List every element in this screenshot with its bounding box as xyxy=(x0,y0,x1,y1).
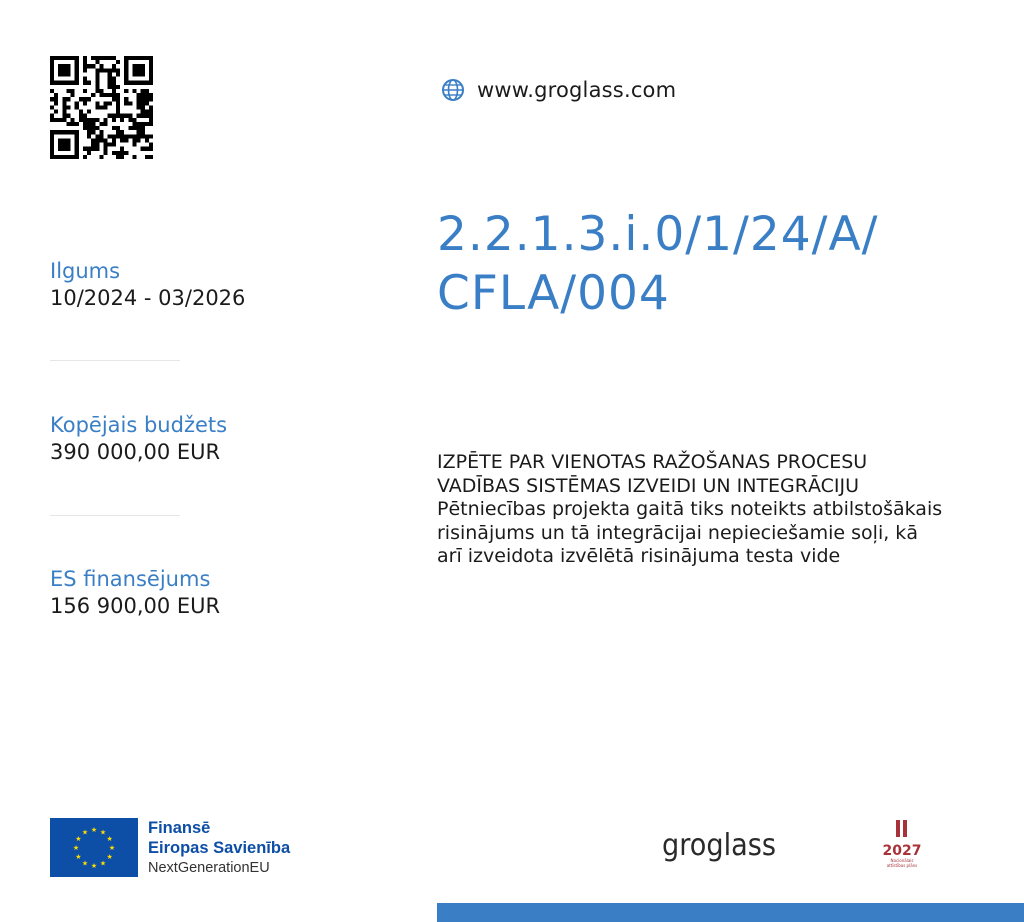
divider xyxy=(50,515,180,516)
eu-flag-icon xyxy=(50,818,138,877)
website-url[interactable]: www.groglass.com xyxy=(477,78,677,102)
groglass-logo xyxy=(662,822,778,870)
description-title-line-1: IZPĒTE PAR VIENOTAS RAŽOŠANAS PROCESU xyxy=(437,451,868,473)
eu-star-icon: ★ xyxy=(99,828,107,837)
eu-funding-value: 156 900,00 EUR xyxy=(50,594,221,618)
eu-star-icon: ★ xyxy=(106,853,113,861)
svg-text:2027: 2027 xyxy=(882,843,922,859)
eu-funding-label: ES finansējums xyxy=(50,567,211,591)
divider xyxy=(50,360,180,361)
description-text-line-2: risinājums un tā integrācijai nepieciešamie soļi, kā xyxy=(437,521,918,544)
info-eu-funding xyxy=(50,566,220,620)
project-number-line-1: 2.2.1.3.i.0/1/24/A/ xyxy=(437,207,879,262)
qr-code xyxy=(50,56,153,159)
project-number xyxy=(437,205,997,323)
description-text-line-3: arī izveidota izvēlētā risinājuma testa vide xyxy=(437,545,841,567)
svg-text:groglass: groglass xyxy=(662,828,776,863)
eu-star-icon: ★ xyxy=(81,859,89,868)
eu-star-icon: ★ xyxy=(99,859,107,868)
duration-value: 10/2024 - 03/2026 xyxy=(50,286,246,310)
national-plan-logo xyxy=(879,818,925,872)
eu-star-icon: ★ xyxy=(90,826,98,834)
globe-icon xyxy=(441,78,465,102)
description-title-line-2: VADĪBAS SISTĒMAS IZVEIDI UN INTEGRĀCIJU xyxy=(437,474,860,497)
eu-star-icon: ★ xyxy=(106,835,113,843)
eu-logo-line-2: Eiropas Savienība xyxy=(148,839,291,857)
svg-text:Nacionālais: Nacionālais xyxy=(890,858,914,863)
info-duration xyxy=(50,258,245,312)
eu-star-icon: ★ xyxy=(90,862,98,870)
project-description xyxy=(437,451,997,569)
total-budget-value: 390 000,00 EUR xyxy=(50,440,221,464)
eu-star-icon: ★ xyxy=(75,835,82,843)
eu-star-icon: ★ xyxy=(108,844,116,852)
eu-funding-logo xyxy=(50,818,290,879)
description-text-line-1: Pētniecības projekta gaitā tiks noteikts atbilstošākais xyxy=(437,498,943,520)
eu-logo-line-3: NextGenerationEU xyxy=(148,860,270,876)
project-number-line-2: CFLA/004 xyxy=(437,266,670,321)
total-budget-label: Kopējais budžets xyxy=(50,413,228,437)
website-link[interactable] xyxy=(441,78,676,102)
eu-star-icon: ★ xyxy=(75,853,82,861)
eu-logo-line-1: Finansē xyxy=(148,819,211,837)
duration-label: Ilgums xyxy=(50,259,121,283)
eu-star-icon: ★ xyxy=(72,844,80,852)
info-total-budget xyxy=(50,412,227,466)
svg-text:attīstības plāns: attīstības plāns xyxy=(886,863,918,868)
footer-accent-bar xyxy=(437,903,1024,922)
eu-star-icon: ★ xyxy=(81,828,89,837)
